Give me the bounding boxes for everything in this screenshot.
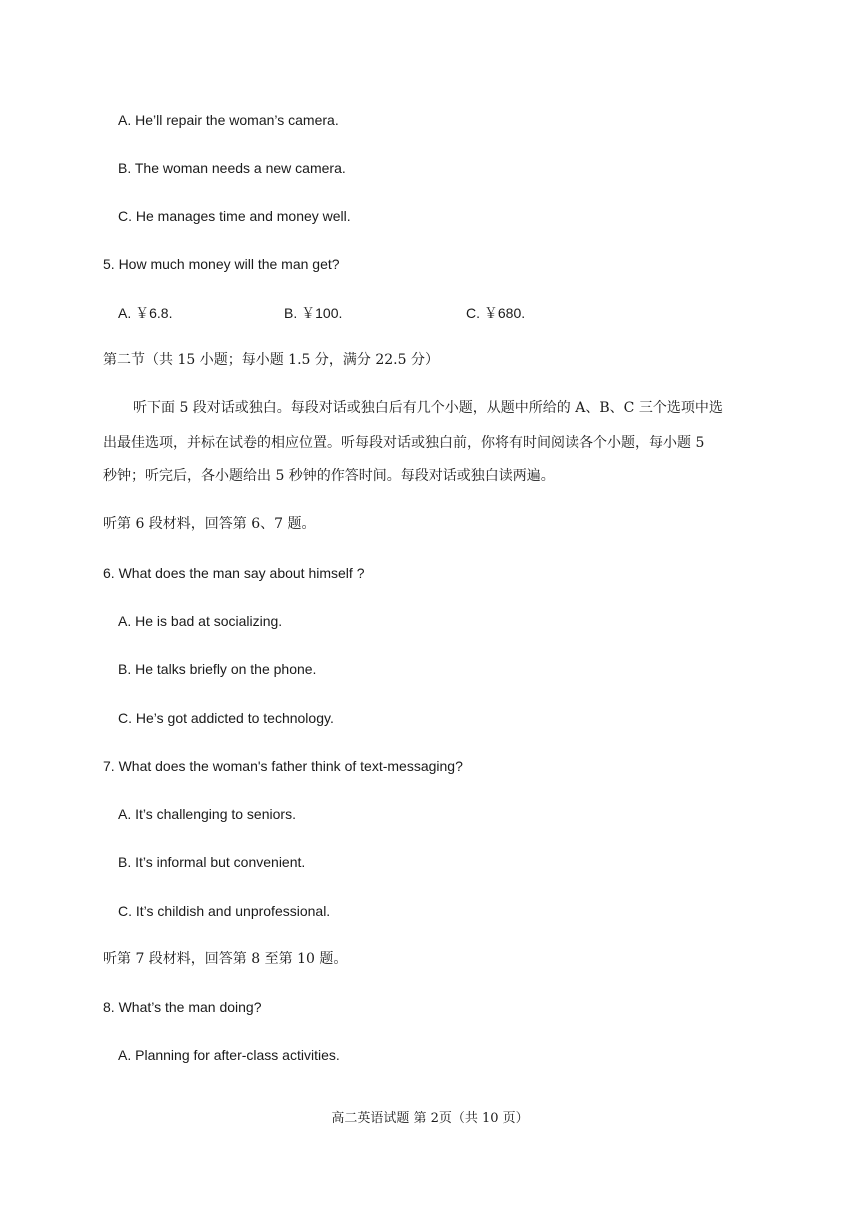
material-6-heading: 听第 6 段材料，回答第 6、7 题。: [103, 516, 316, 532]
q8-option-a: A. Planning for after-class activities.: [118, 1047, 340, 1063]
page-footer: 高二英语试题 第 2页（共 10 页）: [331, 1111, 529, 1126]
q5-option-b: B. ￥100.: [284, 305, 343, 321]
section-instructions-line-2: 出最佳选项，并标在试卷的相应位置。听每段对话或独白前，你将有时间阅读各个小题，每小题 5: [103, 435, 705, 451]
q7-question: 7. What does the woman's father think of text-messaging?: [103, 758, 463, 774]
q5-question: 5. How much money will the man get?: [103, 256, 340, 272]
q6-option-a: A. He is bad at socializing.: [118, 613, 283, 629]
q8-question: 8. What’s the man doing?: [103, 999, 262, 1015]
section-instructions-line-3: 秒钟；听完后，各小题给出 5 秒钟的作答时间。每段对话或独白读两遍。: [103, 468, 555, 484]
section-title: 第二节（共 15 小题；每小题 1.5 分，满分 22.5 分）: [103, 352, 439, 368]
q5-option-a: A. ￥6.8.: [118, 305, 173, 321]
material-7-heading: 听第 7 段材料，回答第 8 至第 10 题。: [103, 951, 348, 967]
q6-question: 6. What does the man say about himself ?: [103, 565, 365, 581]
section-instructions-line-1: 听下面 5 段对话或独白。每段对话或独白后有几个小题，从题中所给的 A、B、C 三个选项中选: [133, 400, 723, 416]
q7-option-b: B. It’s informal but convenient.: [118, 854, 306, 870]
q4-option-c: C. He manages time and money well.: [118, 208, 351, 224]
q6-option-c: C. He’s got addicted to technology.: [118, 710, 334, 726]
q6-option-b: B. He talks briefly on the phone.: [118, 661, 317, 677]
q5-option-c: C. ￥680.: [466, 305, 526, 321]
q4-option-a: A. He’ll repair the woman’s camera.: [118, 112, 339, 128]
q7-option-c: C. It’s childish and unprofessional.: [118, 903, 331, 919]
q4-option-b: B. The woman needs a new camera.: [118, 160, 346, 176]
q7-option-a: A. It’s challenging to seniors.: [118, 806, 296, 822]
